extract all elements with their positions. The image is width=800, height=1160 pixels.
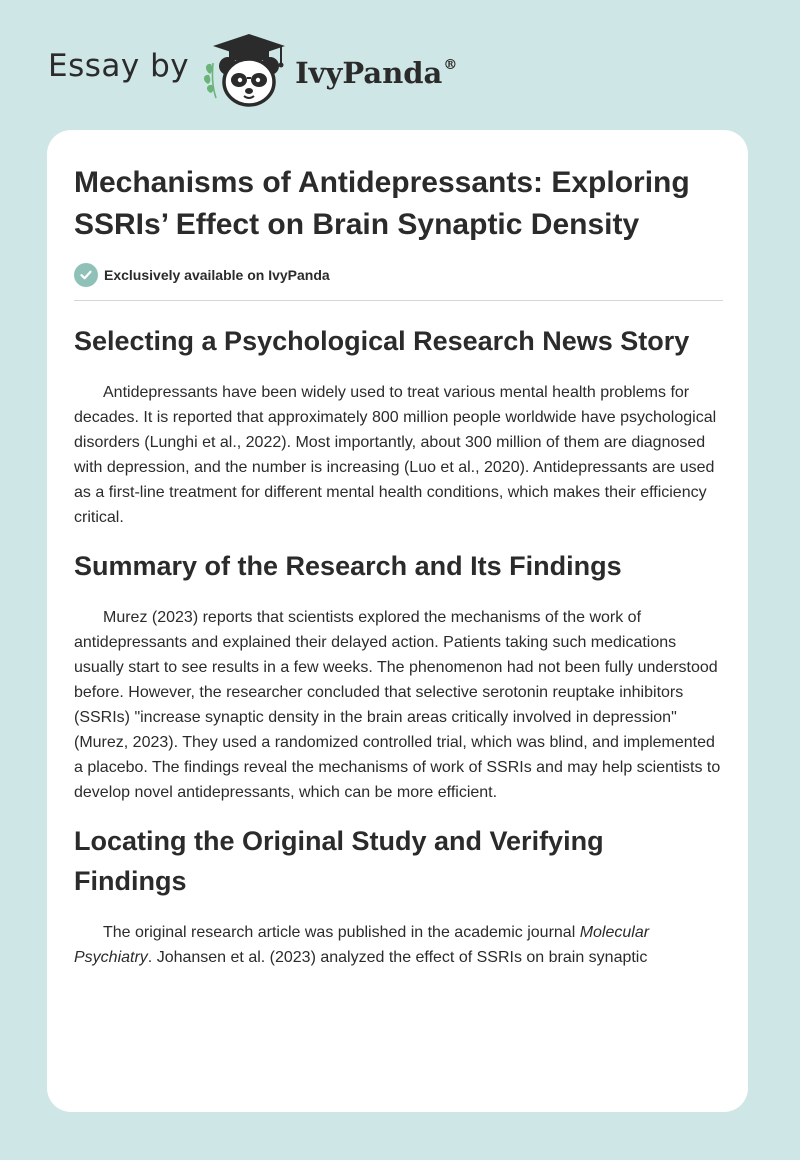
section-heading: Locating the Original Study and Verifying Findings xyxy=(74,826,604,896)
article-content xyxy=(74,162,723,970)
essay-by-label: Essay by xyxy=(48,48,190,84)
exclusive-badge xyxy=(74,262,723,288)
section-paragraph: Murez (2023) reports that scientists explored the mechanisms of the work of antidepressants and explained their delayed action. Patients taking such medications usually start to see results in a few weeks. The phenomenon had not been fully understood before. However, the researcher concluded that selective serotonin reuptake inhibitors (SSRIs) "increase synaptic density in the brain areas critically involved in depression" (Murez, 2023). They used a randomized controlled trial, which was blind, and implemented a placebo. The findings reveal the mechanisms of work of SSRIs and may help scientists to develop novel antidepressants, which can be more efficient. xyxy=(74,609,721,801)
paragraph-text: . Johansen et al. (2023) analyzed the effect of SSRIs on brain synaptic xyxy=(147,949,648,966)
paragraph-text: The original research article was published in the academic journal xyxy=(103,924,580,941)
section-heading: Summary of the Research and Its Findings xyxy=(74,551,622,581)
article-card xyxy=(47,130,748,1112)
brand-text: IvyPanda xyxy=(295,56,443,90)
journal-name: Molecular Psychiatry xyxy=(74,924,650,966)
registered-mark: ® xyxy=(443,57,458,73)
title-divider xyxy=(74,300,723,301)
section-heading: Selecting a Psychological Research News Story xyxy=(74,326,690,356)
exclusive-badge-text: Exclusively available on IvyPanda xyxy=(104,267,330,283)
brand-name[interactable] xyxy=(295,56,457,90)
panda-graduate-logo-icon[interactable] xyxy=(201,30,289,110)
site-header xyxy=(48,30,457,110)
section-paragraph xyxy=(74,920,723,970)
section-paragraph: Antidepressants have been widely used to treat various mental health problems for decades. It is reported that approximately 800 million people worldwide have psychological disorders (Lunghi et al., 2022). Most importantly, about 300 million of them are diagnosed with depression, and the number is increasing (Luo et al., 2020). Antidepressants are used as a first-line treatment for different mental health conditions, which makes their efficiency critical. xyxy=(74,384,717,526)
article-title: Mechanisms of Antidepressants: Exploring SSRIs’ Effect on Brain Synaptic Density xyxy=(74,166,690,241)
check-circle-icon xyxy=(74,263,98,287)
